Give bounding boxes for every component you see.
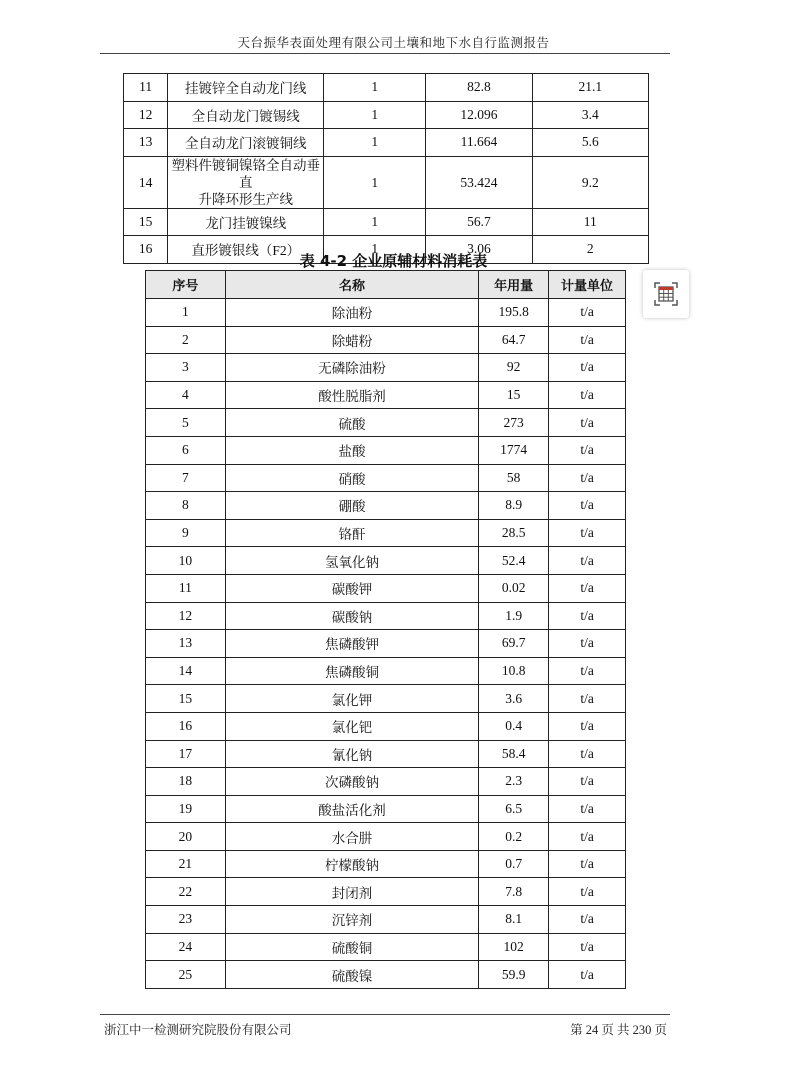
equipment-table [123, 73, 649, 264]
table-cell: 氰化钠 [225, 740, 478, 768]
table-cell: 0.02 [479, 574, 549, 602]
table-row [146, 933, 626, 961]
table-cell: 0.2 [479, 823, 549, 851]
table-cell: 封闭剂 [225, 878, 478, 906]
footer-divider [100, 1014, 670, 1015]
table-cell: 硝酸 [225, 464, 478, 492]
table-cell: 龙门挂镀镍线 [168, 208, 324, 236]
table-cell: 铬酐 [225, 519, 478, 547]
table-cell: 7 [146, 464, 226, 492]
table-cell: 塑料件镀铜镍铬全自动垂直 升降环形生产线 [168, 156, 324, 208]
table-header-row [146, 271, 626, 299]
table-cell: 52.4 [479, 547, 549, 575]
table-cell: 次磷酸钠 [225, 768, 478, 796]
table-cell: 10 [146, 547, 226, 575]
table-cell: 12 [124, 101, 168, 129]
table-cell: 19 [146, 795, 226, 823]
table-cell: 1 [324, 101, 426, 129]
table-row [146, 574, 626, 602]
table-cell: 酸盐活化剂 [225, 795, 478, 823]
table-row [146, 409, 626, 437]
table-row [124, 101, 649, 129]
table-cell: 柠檬酸钠 [225, 850, 478, 878]
table-cell: 9 [146, 519, 226, 547]
table-row [146, 436, 626, 464]
table-cell: 24 [146, 933, 226, 961]
table-cell: 8.1 [479, 906, 549, 934]
table-cell: 8.9 [479, 492, 549, 520]
table-cell: 12.096 [426, 101, 532, 129]
table-cell: 15 [124, 208, 168, 236]
table-cell: 273 [479, 409, 549, 437]
table-cell: t/a [549, 492, 626, 520]
table-cell: t/a [549, 602, 626, 630]
table-cell: 碳酸钾 [225, 574, 478, 602]
table-cell: 2.3 [479, 768, 549, 796]
table-cell: 5.6 [532, 129, 648, 157]
table-cell: 硫酸铜 [225, 933, 478, 961]
header-index: 序号 [146, 271, 226, 299]
table-cell: 16 [146, 712, 226, 740]
table-extract-button[interactable] [643, 270, 689, 318]
table-row [146, 299, 626, 327]
header-divider [100, 53, 670, 54]
table-cell: 1 [324, 129, 426, 157]
table-cell: t/a [549, 630, 626, 658]
table-cell: 酸性脱脂剂 [225, 381, 478, 409]
table-row [146, 354, 626, 382]
table-row [146, 712, 626, 740]
table-cell: 3 [146, 354, 226, 382]
materials-table [145, 270, 626, 989]
table-row [124, 208, 649, 236]
table-row [146, 906, 626, 934]
table-cell: 直形镀银线（F2） [168, 236, 324, 264]
table-row [146, 547, 626, 575]
table-cell: 11 [124, 74, 168, 102]
table-cell: t/a [549, 326, 626, 354]
table-row [146, 492, 626, 520]
table-cell: 焦磷酸铜 [225, 657, 478, 685]
table-cell: 92 [479, 354, 549, 382]
table-cell: 25 [146, 961, 226, 989]
table-cell: 28.5 [479, 519, 549, 547]
table-cell: t/a [549, 436, 626, 464]
table-cell: t/a [549, 354, 626, 382]
table-cell: 6 [146, 436, 226, 464]
table-cell: t/a [549, 381, 626, 409]
table-cell: 3.4 [532, 101, 648, 129]
table-cell: 2 [146, 326, 226, 354]
table-cell: 1.9 [479, 602, 549, 630]
materials-table-caption: 表 4-2 企业原辅材料消耗表 [299, 252, 488, 270]
table-cell: 4 [146, 381, 226, 409]
table-cell: 除油粉 [225, 299, 478, 327]
table-cell: 64.7 [479, 326, 549, 354]
table-cell: 23 [146, 906, 226, 934]
table-cell: t/a [549, 712, 626, 740]
table-cell: 9.2 [532, 156, 648, 208]
table-cell: 58 [479, 464, 549, 492]
table-row [146, 768, 626, 796]
table-cell: 氢氧化钠 [225, 547, 478, 575]
table-cell: 3.06 [426, 236, 532, 264]
table-cell: 11.664 [426, 129, 532, 157]
table-cell: t/a [549, 961, 626, 989]
table-cell: t/a [549, 685, 626, 713]
table-row [146, 878, 626, 906]
footer-company: 浙江中一检测研究院股份有限公司 [104, 1023, 292, 1037]
table-cell: 22 [146, 878, 226, 906]
table-cell: t/a [549, 878, 626, 906]
table-row [124, 129, 649, 157]
table-cell: t/a [549, 409, 626, 437]
table-cell: 69.7 [479, 630, 549, 658]
table-cell: 13 [146, 630, 226, 658]
table-cell: 硼酸 [225, 492, 478, 520]
table-cell: 53.424 [426, 156, 532, 208]
table-cell: 2 [532, 236, 648, 264]
table-cell: 195.8 [479, 299, 549, 327]
table-cell: 挂镀锌全自动龙门线 [168, 74, 324, 102]
table-cell: 13 [124, 129, 168, 157]
table-cell: 硫酸 [225, 409, 478, 437]
table-cell: 碳酸钠 [225, 602, 478, 630]
table-cell: 氯化钾 [225, 685, 478, 713]
header-annual-usage: 年用量 [479, 271, 549, 299]
table-row [146, 685, 626, 713]
table-row [146, 630, 626, 658]
table-cell: t/a [549, 933, 626, 961]
table-cell: 12 [146, 602, 226, 630]
table-cell: 15 [479, 381, 549, 409]
table-row [146, 464, 626, 492]
table-cell: t/a [549, 740, 626, 768]
table-cell: 1 [324, 156, 426, 208]
table-row [146, 381, 626, 409]
table-cell: 1774 [479, 436, 549, 464]
table-cell: 5 [146, 409, 226, 437]
table-cell: 11 [146, 574, 226, 602]
table-row [146, 326, 626, 354]
table-row [146, 961, 626, 989]
table-cell: 16 [124, 236, 168, 264]
table-row [146, 657, 626, 685]
table-cell: 8 [146, 492, 226, 520]
table-cell: 沉锌剂 [225, 906, 478, 934]
table-cell: 焦磷酸钾 [225, 630, 478, 658]
table-cell: 全自动龙门镀锡线 [168, 101, 324, 129]
table-cell: 18 [146, 768, 226, 796]
table-cell: 58.4 [479, 740, 549, 768]
table-cell: 0.4 [479, 712, 549, 740]
table-cell: 全自动龙门滚镀铜线 [168, 129, 324, 157]
table-row [146, 823, 626, 851]
table-cell: 10.8 [479, 657, 549, 685]
table-cell: 1 [324, 236, 426, 264]
table-cell: 氯化钯 [225, 712, 478, 740]
table-cell: 21 [146, 850, 226, 878]
table-row [146, 850, 626, 878]
table-cell: 17 [146, 740, 226, 768]
table-cell: 盐酸 [225, 436, 478, 464]
table-cell: t/a [549, 574, 626, 602]
table-cell: 20 [146, 823, 226, 851]
table-cell: 82.8 [426, 74, 532, 102]
table-row [146, 795, 626, 823]
table-cell: 无磷除油粉 [225, 354, 478, 382]
table-cell: t/a [549, 547, 626, 575]
table-cell: 水合肼 [225, 823, 478, 851]
page-header: 天台振华表面处理有限公司土壤和地下水自行监测报告 [237, 36, 550, 50]
table-cell: t/a [549, 657, 626, 685]
table-cell: t/a [549, 768, 626, 796]
table-cell: 59.9 [479, 961, 549, 989]
table-cell: 102 [479, 933, 549, 961]
table-cell: 0.7 [479, 850, 549, 878]
table-row [124, 156, 649, 208]
table-cell: 11 [532, 208, 648, 236]
table-cell: t/a [549, 906, 626, 934]
table-cell: 硫酸镍 [225, 961, 478, 989]
table-cell: 14 [146, 657, 226, 685]
table-cell: 除蜡粉 [225, 326, 478, 354]
table-cell: t/a [549, 795, 626, 823]
header-name: 名称 [225, 271, 478, 299]
header-unit: 计量单位 [549, 271, 626, 299]
footer-page-number: 第 24 页 共 230 页 [570, 1023, 667, 1037]
table-cell: 14 [124, 156, 168, 208]
table-row [146, 602, 626, 630]
table-cell: 6.5 [479, 795, 549, 823]
table-cell: t/a [549, 850, 626, 878]
table-cell: 56.7 [426, 208, 532, 236]
table-cell: 1 [146, 299, 226, 327]
table-row [146, 519, 626, 547]
table-cell: t/a [549, 464, 626, 492]
table-extract-icon [654, 282, 678, 306]
table-cell: t/a [549, 299, 626, 327]
table-cell: 7.8 [479, 878, 549, 906]
table-cell: t/a [549, 823, 626, 851]
table-cell: 1 [324, 208, 426, 236]
table-cell: t/a [549, 519, 626, 547]
table-cell: 3.6 [479, 685, 549, 713]
table-cell: 1 [324, 74, 426, 102]
table-cell: 21.1 [532, 74, 648, 102]
table-row [124, 74, 649, 102]
table-cell: 15 [146, 685, 226, 713]
table-row [146, 740, 626, 768]
